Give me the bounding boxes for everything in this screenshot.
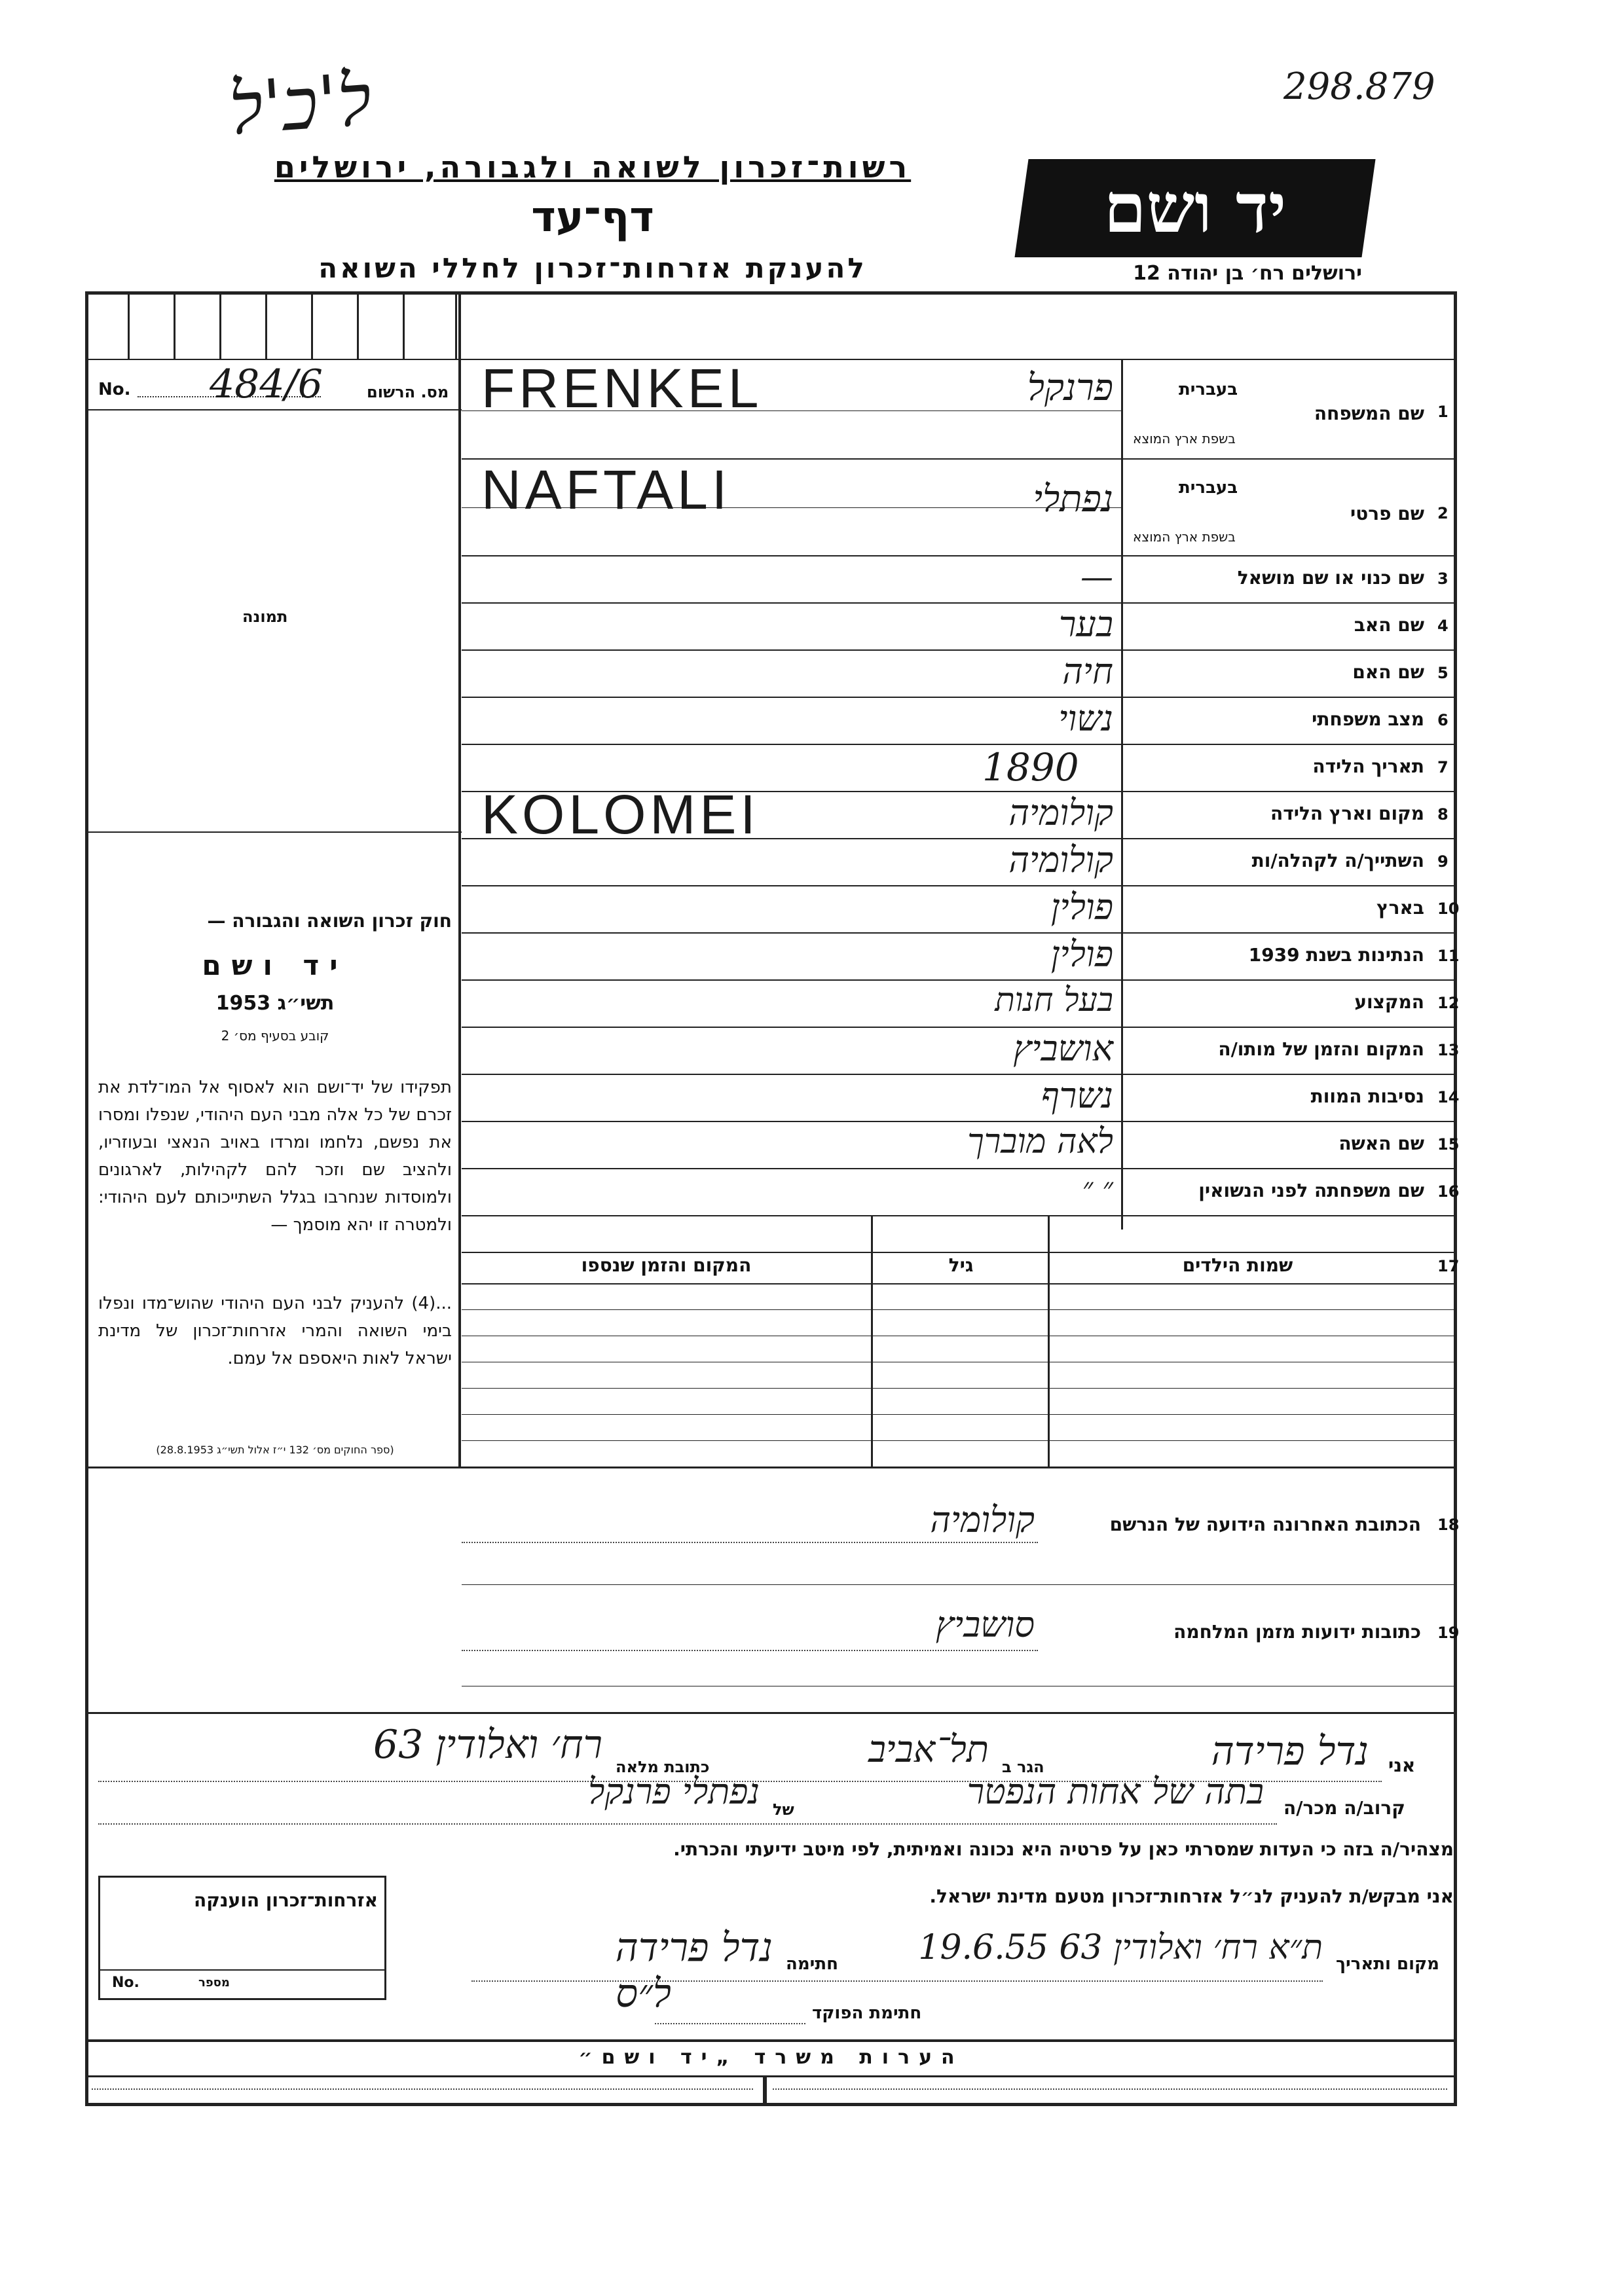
field-8-value-latin: KOLOMEI [481,784,760,845]
decl-relation: בתה של אחות הנפטר [967,1771,1264,1812]
field-10-value: פולין [1050,886,1113,928]
field-19-label: כתובות ידועות מזמן המלחמה [1173,1621,1421,1643]
field-19-number: 19 [1437,1624,1460,1642]
decl-ani: אני [1388,1755,1416,1776]
decl-line-3 [471,1980,1323,1982]
field-2-sub-bottom: בשפת ארץ המוצא [1133,529,1236,545]
decl-place-date-value: ת״א רח׳ ואלודין 63 19.6.55 [918,1928,1323,1967]
logo-text: יד ושם [1103,168,1287,248]
field-14-number: 14 [1437,1088,1460,1106]
field-12-value: בעל חנות [995,981,1113,1019]
remarks-title: הערות משרד „יד ושם״ [578,2046,964,2069]
field-7-number: 7 [1437,758,1449,776]
field-9-number: 9 [1437,852,1449,871]
decl-line-2 [98,1823,1277,1825]
field-18-dotted-line [462,1542,1038,1543]
field-2-number: 2 [1437,504,1449,522]
field-6-value: נשוי [1058,698,1113,739]
field-10-number: 10 [1437,900,1460,918]
field-1-number: 1 [1437,403,1449,421]
field-16-label: שם משפחתה לפני הנשואין [1198,1180,1424,1201]
yad-vashem-logo [1014,159,1375,257]
law-body-2: ...(4) להעניק לבני העם היהודי שהוש־מדו ונפלו בימי השואה והמרי אזרחות־זכרון של מדינת ישראל לאות היאספם אל עמם. [98,1294,452,1368]
field-8-label: מקום וארץ הלידה [1270,803,1424,824]
field-1-value-latin: FRENKEL [481,357,763,419]
decl-city: תל־אביב [868,1728,989,1771]
field-12-label: המקצוע [1354,991,1424,1013]
remarks-line-1 [92,2088,753,2090]
field-19-value: סושביץ [935,1604,1035,1645]
field-5-label: שם האם [1352,661,1424,683]
field-16-value: ״ ״ [1082,1172,1113,1205]
field-9-label: השתייך/ה לקהלה/ות [1251,850,1424,871]
field-8-number: 8 [1437,805,1449,824]
field-1-label: שם המשפחה [1314,403,1424,424]
field-11-value: פולין [1050,934,1113,975]
decl-deceased: נפתלי פרנקל [588,1771,760,1812]
field-11-number: 11 [1437,947,1460,965]
field-8-value: קולומיה [1008,792,1113,833]
grant-box-divider [100,1969,384,1971]
grant-box-number-label: מספר [198,1976,230,1990]
field-1-sub-top: בעברית [1179,380,1238,399]
field-2-value-latin: NAFTALI [481,459,731,520]
field-9-value: קולומיה [1008,839,1113,881]
field-3-number: 3 [1437,570,1449,588]
field-5-value: חיה [1062,651,1113,692]
field-5-number: 5 [1437,664,1449,682]
field-11-label: הנתינות בשנת 1939 [1248,944,1424,966]
registration-number: 484/6 [210,361,323,407]
law-name: יד ושם [202,949,348,981]
field-13-number: 13 [1437,1041,1460,1059]
field-14-value: נשרף [1041,1075,1113,1116]
archive-number: 298.879 [1283,65,1435,108]
field-15-value: לאה מוברך [967,1122,1113,1161]
registration-label: מס. הרשום [367,383,449,401]
law-year: תשי״ג 1953 [215,992,335,1015]
law-citation: (ספר החוקים מס׳ 132 י״ז אלול תשי״ג 28.8.1953) [156,1444,394,1456]
grant-box-title: אזרחות־זכרון הוענקה [194,1889,378,1911]
form-title: דף־עד [531,193,654,242]
authority-name: רשות־זכרון לשואה ולגבורה, ירושלים [274,149,912,185]
field-15-number: 15 [1437,1135,1460,1154]
handwritten-top-note: ל'כ'ל [226,57,375,151]
field-18-value: קולומיה [930,1499,1035,1540]
field-2-value-he: נפתלי [1033,478,1113,520]
field-17-number: 17 [1437,1257,1460,1275]
law-body: תפקידו של יד־ושם הוא לאסוף אל המו־לדת את זכרם של כל אלה מבני העם היהודי, שנפלו ומסרו את נפשם, נלחמו ומרדו באויב הנאצי ובעוזריו, ולהציב שם וזכר להם לקהילות, לארגונים ולמוסדות שנחרבו בגלל השתייכותם לעם היהודי: ולמטרה זו יהא מוסמך — [98,1078,452,1235]
field-2-label: שם פרטי [1350,503,1424,524]
children-col-age: גיל [948,1254,974,1276]
decl-residing: הגר ב [1002,1758,1044,1776]
decl-line-officer [655,2023,805,2024]
address-line: ירושלים רח׳ בן יהודה 12 [1133,262,1362,285]
field-3-value: — [1080,558,1113,596]
field-18-number: 18 [1437,1516,1460,1534]
field-1-sub-bottom: בשפת ארץ המוצא [1133,431,1236,446]
field-7-label: תאריך הלידה [1312,756,1424,777]
field-10-label: בארץ [1376,897,1424,919]
field-4-number: 4 [1437,617,1449,635]
decl-statement-2: אני מבקש/ת להעניק לנ״ל אזרחות־זכרון מטעם מדינת ישראל. [929,1886,1454,1907]
field-3-label: שם כנוי או שם מושאל [1237,567,1424,589]
children-col-place: המקום והזמן שנספו [581,1254,752,1276]
law-section: קובע בסעיף מס׳ 2 [221,1028,329,1044]
decl-place-date-label: מקום ותאריך [1336,1954,1439,1974]
decl-statement-1: מצהיר/ה בזה כי העדות שמסרתי כאן על פרטיה היא נכונה ואמיתית, לפי מיטב ידיעתי והכרתי. [673,1838,1454,1860]
field-15-label: שם האשה [1338,1133,1424,1154]
decl-name: נדל פרידה [1211,1728,1369,1774]
field-1-value-he: פרנקל [1027,367,1113,409]
photo-label: תמונה [242,608,288,626]
field-14-label: נסיבות המוות [1310,1085,1424,1107]
remarks-line-2 [773,2088,1447,2090]
decl-officer-label: חתימת הפוקד [812,2003,922,2023]
field-12-number: 12 [1437,994,1460,1012]
field-7-value: 1890 [982,745,1079,790]
decl-signature-value: נדל פרידה [615,1925,773,1971]
field-6-number: 6 [1437,711,1449,729]
decl-address-value: רח׳ ואלודין 63 [373,1722,602,1768]
grant-box [98,1876,386,2000]
decl-of: של [773,1800,794,1819]
law-title: חוק זכרון השואה והגבורה — [207,910,452,932]
field-16-number: 16 [1437,1182,1460,1201]
field-2-sub-top: בעברית [1179,478,1238,498]
field-4-label: שם האב [1354,614,1424,636]
top-cells [88,295,458,359]
form-subtitle: להענקת אזרחות־זכרון לחללי השואה [318,252,867,284]
decl-full-address-label: כתובת מלאה [616,1758,710,1776]
field-13-value: אושביץ [1013,1028,1113,1069]
field-18-label: הכתובת האחרונה הידועה של הנרשם [1109,1514,1421,1535]
decl-relative-label: קרוב/ה מכר/ה [1283,1797,1405,1819]
field-6-label: מצב משפחתי [1312,708,1424,730]
grant-box-no: No. [112,1975,139,1991]
registration-no-label: No. [98,380,131,399]
children-col-names: שמות הילדים [1182,1254,1293,1276]
field-13-label: המקום והזמן של מותו/ה [1218,1038,1424,1060]
officer-signature-value: ל״ס [616,1971,671,2016]
decl-signature-label: חתימה [786,1954,838,1974]
field-19-dotted-line [462,1650,1038,1651]
field-4-value: בער [1058,604,1113,645]
